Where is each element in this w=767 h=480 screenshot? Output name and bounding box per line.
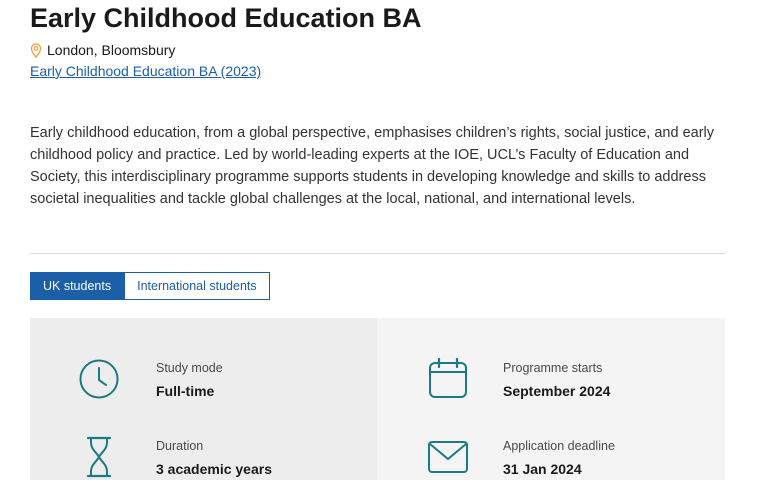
programme-starts-value: September 2024: [503, 383, 611, 399]
previous-year-link[interactable]: Early Childhood Education BA (2023): [30, 63, 262, 79]
hourglass-icon: [78, 436, 120, 478]
programme-starts-label: Programme starts: [503, 361, 603, 375]
key-facts-left-column: [30, 318, 377, 480]
course-intro: Early childhood education, from a global perspective, emphasises children’s rights, social justice, and early childhood policy and practice. Led by world-leading experts at the IOE, UCL’s Faculty of Education and Society, this interdisciplinary programme supports students in developing knowledge and skills to address societal inequalities and tackle global challenges at the local, national, and international levels.: [30, 125, 715, 207]
location-text: London, Bloomsbury: [47, 42, 176, 58]
calendar-icon: [427, 358, 469, 400]
divider: [30, 253, 725, 254]
study-mode-value: Full-time: [156, 383, 215, 399]
fact-study-mode: [30, 358, 377, 418]
location: [30, 42, 175, 58]
location-pin-icon: [30, 43, 42, 58]
study-mode-label: Study mode: [156, 361, 223, 375]
application-deadline-label: Application deadline: [503, 439, 615, 453]
tab-uk-students[interactable]: UK students: [30, 272, 124, 300]
page-title: Early Childhood Education BA: [30, 3, 422, 33]
student-type-tabs: [30, 272, 270, 300]
fact-duration: [30, 436, 377, 480]
key-facts-right-column: [377, 318, 725, 480]
clock-icon: [78, 358, 120, 400]
key-facts-panel: [30, 318, 725, 480]
duration-label: Duration: [156, 439, 204, 453]
envelope-icon: [427, 436, 469, 478]
tab-international-students[interactable]: International students: [124, 272, 270, 300]
fact-application-deadline: [377, 436, 725, 480]
application-deadline-value: 31 Jan 2024: [503, 461, 582, 477]
fact-programme-starts: [377, 358, 725, 418]
duration-value: 3 academic years: [156, 461, 272, 477]
